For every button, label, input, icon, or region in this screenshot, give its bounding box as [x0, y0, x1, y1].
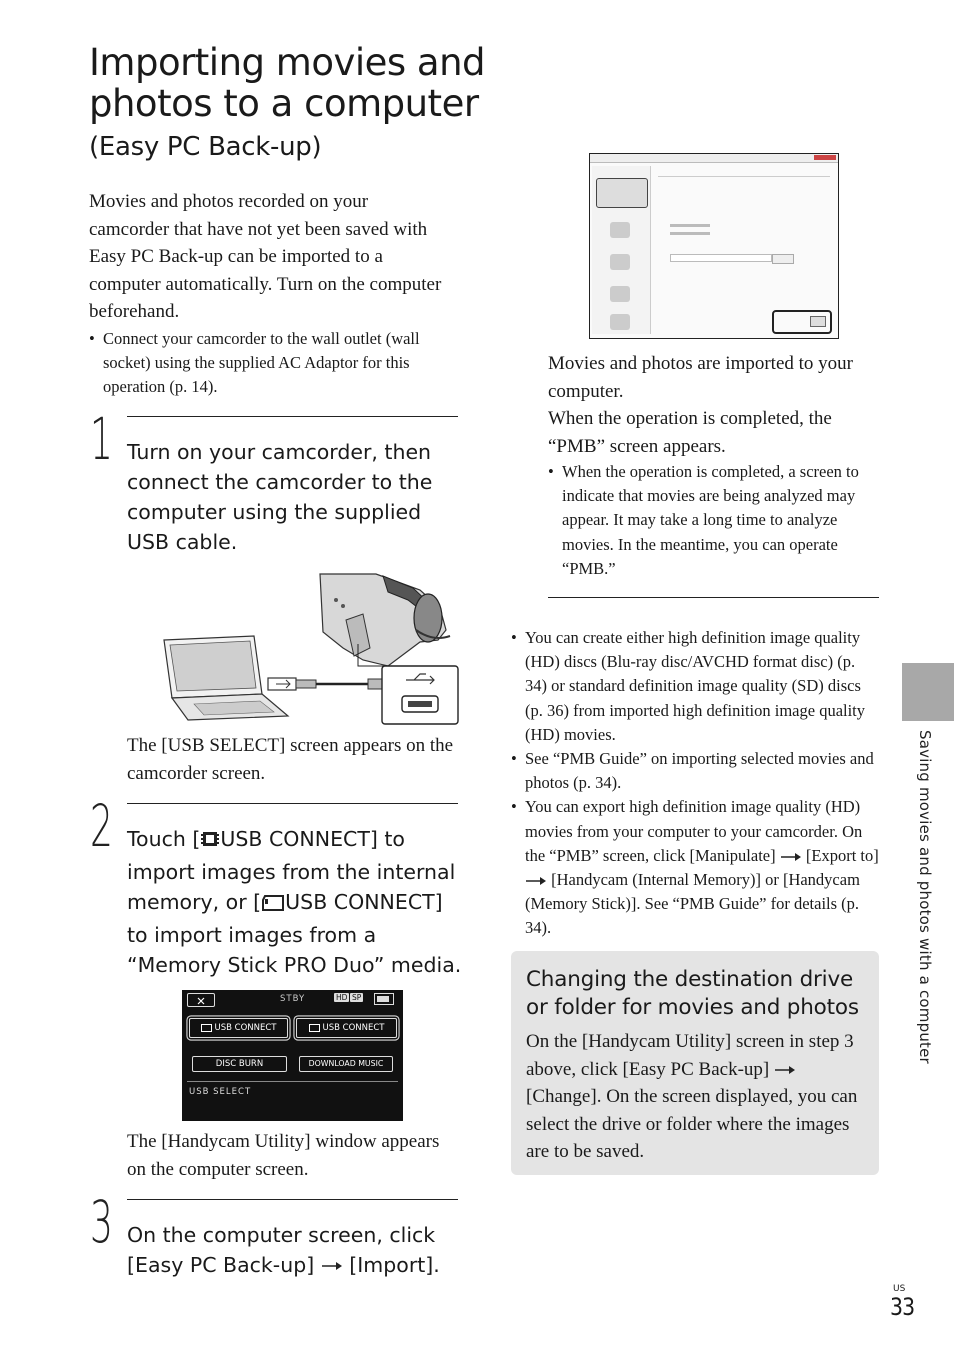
step-1-number: 1	[90, 405, 113, 473]
step-1-text: Turn on your camcorder, then connect the camcorder to the computer using the supplied USB cable.	[127, 440, 433, 554]
tip-item: • See “PMB Guide” on importing selected movies and photos (p. 34).	[511, 747, 879, 795]
intro-note: • Connect your camcorder to the wall outlet (wall socket) using the supplied AC Adaptor for this operation (p. 14).	[89, 327, 461, 400]
disc-burn-button[interactable]: DISC BURN	[192, 1056, 287, 1072]
import-note: • When the operation is completed, a screen to indicate that movies are being analyzed may appear. It may take a long time to analyze movies. In the meantime, you can operate “PMB.”	[548, 460, 880, 581]
download-music-button[interactable]: DOWNLOAD MUSIC	[299, 1056, 393, 1072]
location-field[interactable]	[670, 254, 772, 262]
one-touch-disc-burn-item[interactable]	[610, 254, 630, 270]
content-divider	[658, 176, 830, 177]
section-tab	[902, 663, 954, 721]
usb-connect-card-button[interactable]: USB CONNECT	[296, 1018, 397, 1038]
usb-select-screen	[182, 990, 403, 1121]
quality-badge: HD	[336, 993, 348, 1002]
destination-heading: Changing the destination drive or folder for movies and photos	[526, 967, 859, 1020]
checkbox-row-2[interactable]	[670, 232, 710, 235]
right-rule	[548, 597, 879, 598]
internal-memory-small-icon	[201, 1024, 212, 1032]
camcorder-icon	[320, 574, 450, 666]
import-result	[548, 350, 878, 460]
window-titlebar	[590, 154, 838, 163]
internal-memory-icon	[200, 827, 220, 857]
status-text: STBY	[280, 994, 306, 1004]
delete-files-item[interactable]	[610, 314, 630, 330]
media-file-import-item[interactable]	[610, 222, 630, 238]
step-2-result: The [Handycam Utility] window appears on the computer screen.	[127, 1131, 440, 1180]
arrow-right-icon	[321, 1261, 343, 1271]
disc-creation-item[interactable]	[610, 286, 630, 302]
step-3-text: On the computer screen, click [Easy PC Back-up] [Import].	[127, 1223, 440, 1277]
step-2-number: 2	[90, 792, 113, 860]
arrow-right-icon	[525, 876, 547, 886]
step-2-text-b: USB CONNECT] to import images from the internal memory, or [	[127, 827, 456, 914]
step-2-text-a: Touch [	[127, 827, 201, 851]
checkbox-row-1[interactable]	[670, 224, 710, 227]
usb-select-label: USB SELECT	[189, 1087, 252, 1097]
step-3-rule	[127, 1199, 458, 1200]
window-controls	[814, 155, 836, 160]
screen-divider	[187, 1081, 398, 1082]
usb-port-inset-icon	[382, 666, 458, 724]
page-region: US	[893, 1284, 906, 1294]
arrow-right-icon	[774, 1065, 796, 1075]
arrow-right-icon	[780, 852, 802, 862]
intro-note-list	[89, 327, 461, 400]
tip-item: • You can create either high definition image quality (HD) discs (Blu-ray disc/AVCHD format disc) (p. 34) or standard definition image quality (SD) discs (p. 36) from imported high definition image quality (HD) movies.	[511, 626, 879, 747]
step-1-rule	[127, 416, 458, 417]
close-icon	[188, 995, 214, 1007]
page-number: 33	[890, 1293, 915, 1321]
tips-list	[511, 626, 879, 941]
intro-paragraph: Movies and photos recorded on your camcorder that have not yet been saved with Easy PC Back-up can be imported to a computer automatically. Turn on the computer beforehand.	[89, 191, 442, 322]
step-2-rule	[127, 803, 458, 804]
window-sidebar	[592, 166, 651, 334]
import-result-line-2: When the operation is completed, the “PMB” screen appears.	[548, 408, 832, 457]
step-2-text-c: USB CONNECT] to import images from a “Memory Stick PRO Duo” media.	[127, 890, 462, 977]
step-3-number: 3	[90, 1188, 113, 1256]
step-2-text	[127, 824, 462, 980]
import-result-line-1: Movies and photos are imported to your computer.	[548, 353, 854, 402]
step-1-result: The [USB SELECT] screen appears on the camcorder screen.	[127, 735, 454, 784]
import-button-highlight[interactable]	[772, 310, 832, 334]
usb-connection-illustration	[158, 570, 460, 726]
close-button[interactable]	[187, 993, 215, 1007]
destination-text: On the [Handycam Utility] screen in step 3 above, click [Easy PC Back-up] [Change]. On the screen displayed, you can select the drive or folder where the images are to be saved.	[526, 1031, 858, 1162]
quality-badge-sp: SP	[352, 993, 362, 1002]
page-subtitle: (Easy PC Back-up)	[89, 132, 322, 162]
battery-icon	[374, 993, 394, 1005]
title-line-2: photos to a computer	[89, 82, 479, 125]
tip-item: • You can export high definition image quality (HD) movies from your computer to your camcorder. On the “PMB” screen, click [Manipulate] [Export to] [Handycam (Internal Memory)] or [Handycam (Memory Stick)]. See “PMB Guide” for details (p. 34).	[511, 795, 879, 940]
usb-connect-internal-button[interactable]: USB CONNECT	[189, 1018, 288, 1038]
page-title	[89, 42, 529, 124]
memory-stick-icon	[261, 890, 285, 920]
memory-stick-small-icon	[309, 1024, 320, 1032]
title-line-1: Importing movies and	[89, 41, 486, 84]
import-button[interactable]	[810, 316, 826, 327]
change-button[interactable]	[772, 254, 794, 264]
section-tab-label: Saving movies and photos with a computer	[916, 730, 934, 1064]
import-note-list	[548, 460, 880, 581]
easy-pc-backup-item[interactable]	[596, 178, 648, 208]
handycam-utility-window	[589, 153, 839, 339]
